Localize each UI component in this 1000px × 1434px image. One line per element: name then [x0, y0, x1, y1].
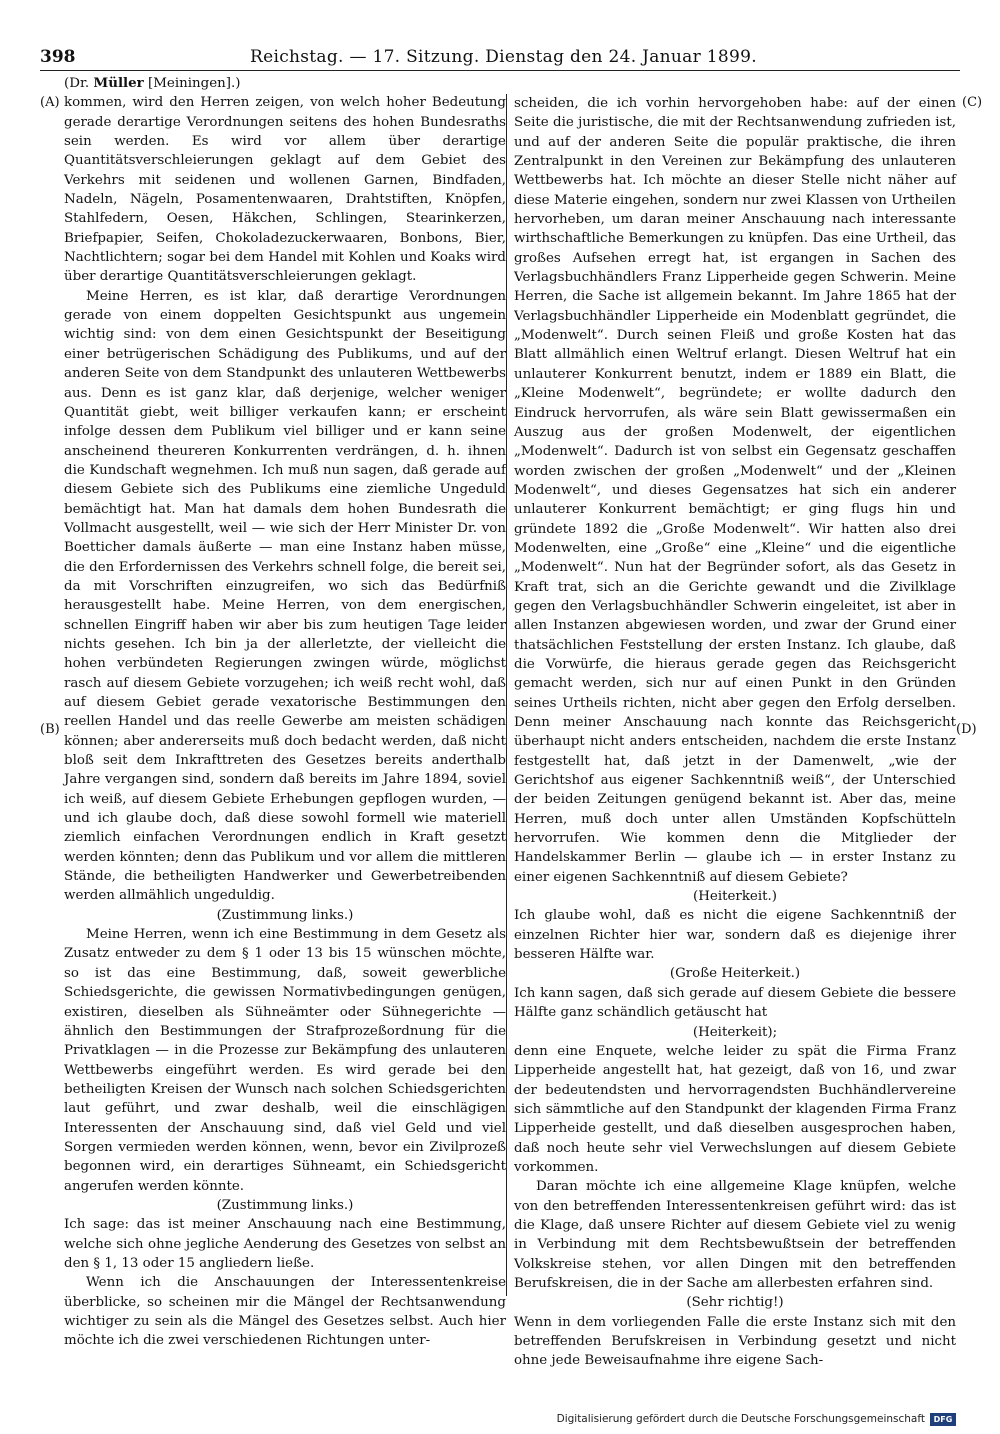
paragraph: Meine Herren, es ist klar, daß derartige Verordnungen gerade von einem doppelten Gesichtspunkt aus ungemein wichtig sind: von dem einen Gesichtspunkt der Beseitigung einer betrügerischen Schädigung des Publikums, und auf der anderen Seite von dem Standpunkt des unlauteren Wettbewerbs aus. Denn es ist ganz klar, daß derjenige, welcher weniger Quantität giebt, weit billiger verkaufen kann; er erscheint infolge dessen dem Publikum viel billiger und er kann seine anscheinend theureren Konkurrenten verdrängen, d. h. ihnen die Kundschaft wegnehmen. Ich muß nun sagen, daß gerade auf diesem Gebiete sich des Publikums eine ziemliche Ungeduld bemächtigt hat. Man hat damals dem hohen Bundesrath die Vollmacht ausgestellt, weil — wie sich der Herr Minister Dr. von Boetticher damals äußerte — man eine Instanz haben müsse, die den Erfordernissen des Verkehrs schnell folge, die bereit sei, da mit Vorschriften einzugreifen, wo sich das Bedürfniß herausgestellt habe. Meine Herren, von dem energischen, schnellen Eingriff haben wir aber bis zum heutigen Tage leider nichts gesehen. Ich bin ja der allerletzte, der vielleicht die hohen verbündeten Regierungen zwingen würde, möglichst rasch auf diesem Gebiete vorzugehen; ich weiß recht wohl, daß auf diesem Gebiet gerade vexatorische Bestimmungen den reellen Handel und das reelle Gewerbe am meisten schädigen können; aber andererseits muß doch bedacht werden, daß nicht bloß seit dem Inkrafttreten des Gesetzes bereits anderthalb Jahre vergangen sind, sondern daß bereits im Jahre 1894, soviel ich weiß, auf diesem Gebiete Erhebungen gepflogen wurden, — und ich glaube doch, daß diese sowohl formell wie materiell ziemlich einfachen Verordnungen endlich in Kraft gesetzt werden könnten; denn das Publikum und vor allem die mittleren Stände, die betheiligten Handwerker und Gewerbetreibenden werden allmählich ungeduldig. — [64, 288, 506, 904]
left-paragraphs — [64, 93, 506, 1350]
interjection: (Große Heiterkeit.) — [669, 966, 801, 982]
margin-marker-d: (D) — [956, 722, 977, 737]
paragraph: Ich sage: das ist meiner Anschauung nach eine Bestimmung, welche sich ohne jegliche Aenderung des Gesetzes von selbst an den § 1, 13 oder 15 angliedern ließe. — [64, 1217, 506, 1271]
speaker-name: Müller — [93, 75, 144, 91]
margin-marker-c: (C) — [962, 95, 983, 110]
header-rule — [40, 70, 960, 71]
paragraph: Wenn ich die Anschauungen der Interessentenkreise überblicke, so scheinen mir die Mängel der Rechtsanwendung wichtiger zu sein als die Mängel des Gesetzes selbst. Auch hier möchte ich die zwei verschiedenen Richtungen unter- — [64, 1275, 506, 1349]
page-number: 398 — [40, 47, 76, 67]
running-title: Reichstag. — 17. Sitzung. Dienstag den 24. Januar 1899. — [250, 47, 757, 67]
paragraph: Daran möchte ich eine allgemeine Klage knüpfen, welche von den betreffenden Interessentenkreisen geführt wird: das ist die Klage, daß unsere Richter auf diesem Gebiete viel zu wenig in Verbindung mit dem Rechtsbewußtsein der betreffenden Volkskreise stehen, vor allen Dingen mit den betreffenden Berufskreisen, die in der Sache am allerbesten erfahren sind. — [514, 1179, 956, 1291]
left-column — [64, 74, 506, 1351]
dfg-logo: DFG — [930, 1413, 956, 1426]
interjection: (Heiterkeit.) — [693, 889, 777, 905]
paragraph: Wenn in dem vorliegenden Falle die erste Instanz sich mit den betreffenden Berufskreisen in Verbindung gesetzt und nicht ohne jede Beweisaufnahme ihre eigene Sach- — [514, 1314, 956, 1369]
footer-credit — [557, 1411, 956, 1427]
paragraph: denn eine Enquete, welche leider zu spät die Firma Franz Lipperheide angestellt hat, hat gezeigt, daß von 16, und zwar der bedeutendsten und hervorragendsten Buchhändlervereine sich sämmtliche auf den Standpunkt der klagenden Firma Franz Lipperheide gestellt, und daß dieselben ausgesprochen haben, daß noch heute sehr viel Verwechslungen auf diesem Gebiete vorkommen. — [514, 1043, 956, 1175]
paragraph: kommen, wird den Herren zeigen, von welch hoher Bedeutung gerade derartige Verordnungen seitens des hohen Bundesraths sein werden. Es wird vor allem über derartige Quantitätsverschleierungen geklagt auf dem Gebiet des Verkehrs mit seidenen und wollenen Garnen, Bindfaden, Nadeln, Nägeln, Posamentenwaaren, Drahtstiften, Knöpfen, Stahlfedern, Oesen, Häkchen, Schlingen, Stearinkerzen, Briefpapier, Seifen, Chokoladezuckerwaaren, Bonbons, Bier, Nachtlichtern; sogar bei dem Handel mit Kohlen und Koaks wird über derartige Quantitätsverschleierungen geklagt. — [64, 95, 506, 285]
page-header — [40, 46, 960, 70]
interjection: (Zustimmung links.) — [216, 907, 354, 923]
right-column — [514, 94, 956, 1371]
speaker-suffix: [Meiningen].) — [143, 76, 241, 91]
speaker-label — [64, 74, 506, 93]
paragraph: Meine Herren, wenn ich eine Bestimmung in dem Gesetz als Zusatz entweder zu dem § 1 oder 13 bis 15 wünschen möchte, so ist das eine Bestimmung, daß, soweit gewerbliche Schiedsgerichte, die gewissen Normativbedingungen genügen, existiren, dieselben als Sühneämter oder Sühnegerichte — ähnlich den Bestimmungen der Strafprozeßordnung für die Privatklagen — in die Prozesse zur Bekämpfung des unlauteren Wettbewerbs eingeführt werden. Es wird gerade bei den betheiligten Kreisen der Wunsch nach solchen Schiedsgerichten laut geführt, und zwar deshalb, weil die einschlägigen Interessenten der Anschauung sind, daß viel Geld und viel Sorgen vermieden werden können, wenn, bevor ein Zivilprozeß begonnen wird, ein derartiges Sühneamt, ein Schiedsgericht angerufen werden könnte. — [64, 927, 506, 1194]
right-paragraphs — [514, 94, 956, 1371]
interjection: (Zustimmung links.) — [216, 1197, 354, 1213]
interjection: (Heiterkeit); — [692, 1024, 778, 1040]
column-divider — [506, 94, 507, 1296]
paragraph: Ich kann sagen, daß sich gerade auf diesem Gebiete die bessere Hälfte ganz schändlich getäuscht hat — [514, 985, 956, 1021]
margin-marker-b: (B) — [40, 722, 60, 737]
margin-marker-a: (A) — [40, 95, 60, 110]
interjection: (Sehr richtig!) — [686, 1295, 784, 1311]
paragraph: Ich glaube wohl, daß es nicht die eigene Sachkenntniß der einzelnen Richter hier war, sondern daß es diejenige ihrer besseren Hälfte war. — [514, 908, 956, 963]
paragraph: scheiden, die ich vorhin hervorgehoben habe: auf der einen Seite die juristische, die mit der Rechtsanwendung zufrieden ist, und auf der anderen Seite die populär praktische, die ihren Zentralpunkt in den Vereinen zur Bekämpfung des unlauteren Wettbewerbs hat. Ich möchte an dieser Stelle nicht näher auf diese Materie eingehen, sondern nur zwei Klassen von Urtheilen hervorheben, um daran meiner Anschauung nach interessante wirthschaftliche Bemerkungen zu knüpfen. Das eine Urtheil, das großes Aufsehen erregt hat, ist ergangen in Sachen des Verlagsbuchhändlers Franz Lipperheide gegen Schwerin. Meine Herren, die Sache ist allgemein bekannt. Im Jahre 1865 hat der Verlagsbuchhändler Lipperheide ein Modenblatt gegründet, die „Modenwelt“. Durch seinen Fleiß und große Kosten hat das Blatt allmählich einen Weltruf erlangt. Diesen Weltruf hat ein unlauterer Konkurrent benutzt, indem er 1889 ein Blatt, die „Kleine Modenwelt“, begründete; er wollte dadurch den Eindruck hervorrufen, als wäre sein Blatt gewissermaßen ein Auszug aus der großen Modenwelt, der eigentlichen „Modenwelt“. Dadurch ist von selbst ein Gegensatz geschaffen worden zwischen der großen „Modenwelt“ und der „Kleinen Modenwelt“, und dieses Gegensatzes hat sich ein anderer unlauterer Konkurrent bemächtigt; er ging flugs hin und gründete 1892 die „Große Modenwelt“. Wir hatten also drei Modenwelten, eine „Große“ eine „Kleine“ und die eigentliche „Modenwelt“. Nun hat der Begründer sofort, als das Gesetz in Kraft trat, sich an die Gerichte gewandt und die Zivilklage gegen den Verlagsbuchhändler Schwerin eingeleitet, ist aber in allen Instanzen abgewiesen worden, und zwar der Grund einer thatsächlichen Feststellung der ersten Instanz. Ich glaube, daß die Vorwürfe, die hieraus gerade gegen das Reichsgericht gemacht werden, sich nur auf einen Punkt in den Gründen seines Urtheils richten, nicht aber gegen den Erfolg derselben. Denn meiner Anschauung nach konnte das Reichsgericht überhaupt nicht anders entscheiden, nachdem die erste Instanz festgestellt hat, daß jetzt in der Damenwelt, „wie der Gerichtshof aus eigener Sachkenntniß weiß“, der Unterschied der beiden Zeitungen genügend bekannt ist. Aber das, meine Herren, muß doch unter allen Umständen Kopfschütteln hervorrufen. Wie kommen denn die Mitglieder der Handelskammer Berlin — glaube ich — in erster Instanz zu einer eigenen Sachkenntniß auf diesem Gebiete? — [514, 96, 956, 885]
speaker-prefix: (Dr. — [64, 76, 94, 91]
footer-text: Digitalisierung gefördert durch die Deutsche Forschungsgemeinschaft — [556, 1413, 925, 1425]
